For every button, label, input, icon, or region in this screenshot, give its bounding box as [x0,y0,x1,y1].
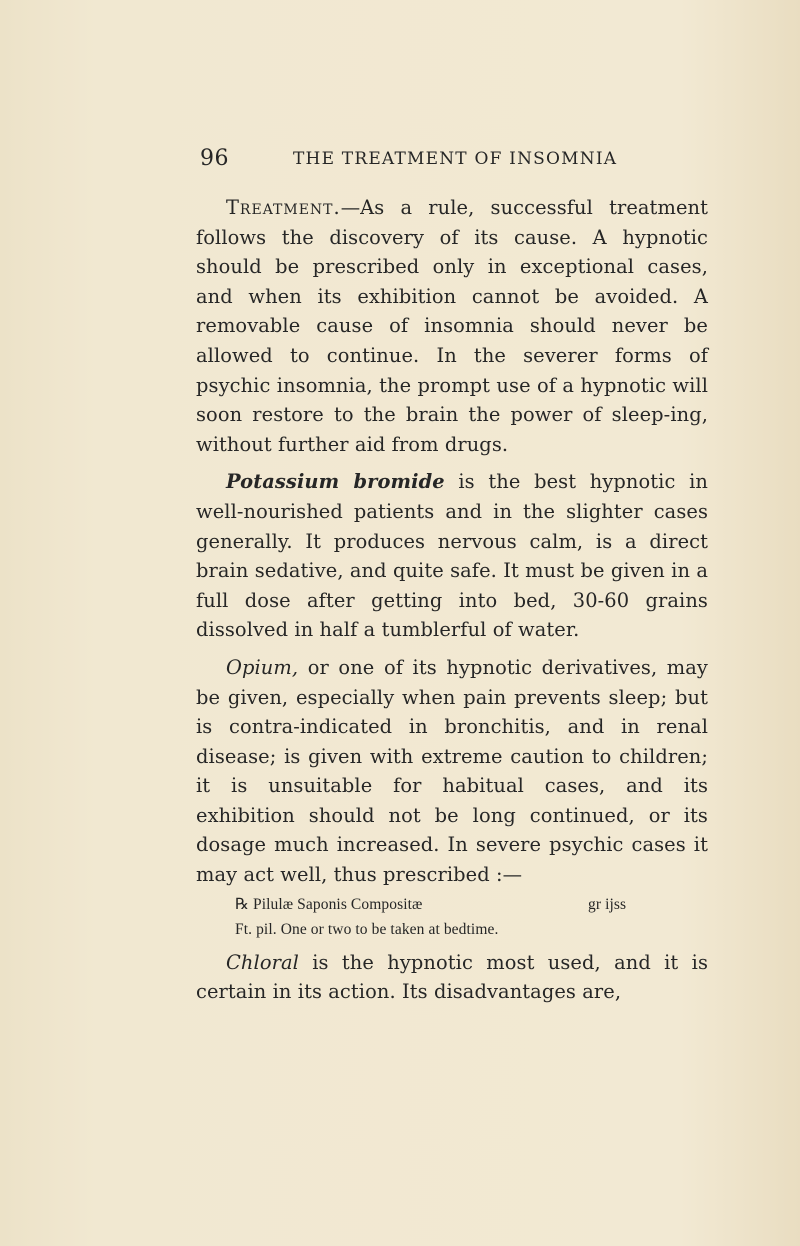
paragraph-opium-text: or one of its hypnotic derivatives, may be given, especially when pain prevents sleep; but is contra-indicated in bronchitis, and in renal disease; is given with extreme caution to children; it is unsuitable for habitual cases, and its exhibition should not be long continued, or its dosage much increased. In severe psychic cases it may act well, thus prescribed :— [196,655,708,887]
paragraph-opium [196,653,708,890]
prescription-line-1 [196,892,708,917]
drug-name-potassium-bromide: Potassium bromide [226,470,445,494]
paragraph-potassium-bromide-text: is the best hypnotic in well-nourished patients and in the slighter cases generally. It produces nervous calm, is a direct brain sedative, and quite safe. It must be given in a full dose after getting into bed, 30-60 grains dissolved in half a tumblerful of water. [196,470,708,642]
prescription-quantity: gr ijss [588,895,627,913]
paragraph-potassium-bromide [196,467,708,645]
running-head [200,146,710,176]
body-text [196,193,708,1015]
running-title: THE TREATMENT OF INSOMNIA [293,149,618,169]
prescription-ingredient: ℞ Pilulæ Saponis Compositæ [235,895,423,913]
section-lead-treatment: Treatment. [226,196,341,219]
drug-name-opium: Opium, [226,655,299,679]
page-number: 96 [200,146,229,171]
paragraph-chloral [196,948,708,1007]
paragraph-treatment [196,193,708,459]
prescription-directions: Ft. pil. One or two to be taken at bedtime. [235,920,499,938]
paragraph-treatment-text: —As a rule, successful treatment follows the discovery of its cause. A hypnotic should be prescribed only in exceptional cases, and when its exhibition cannot be avoided. A removable cause of insomnia should never be allowed to continue. In the severer forms of psychic insomnia, the prompt use of a hypnotic will soon restore to the brain the power of sleep-ing, without further aid from drugs. [196,196,708,456]
prescription [196,892,708,942]
paragraph-chloral-text: is the hypnotic most used, and it is certain in its action. Its disadvantages are, [196,950,708,1004]
drug-name-chloral: Chloral [226,950,299,974]
